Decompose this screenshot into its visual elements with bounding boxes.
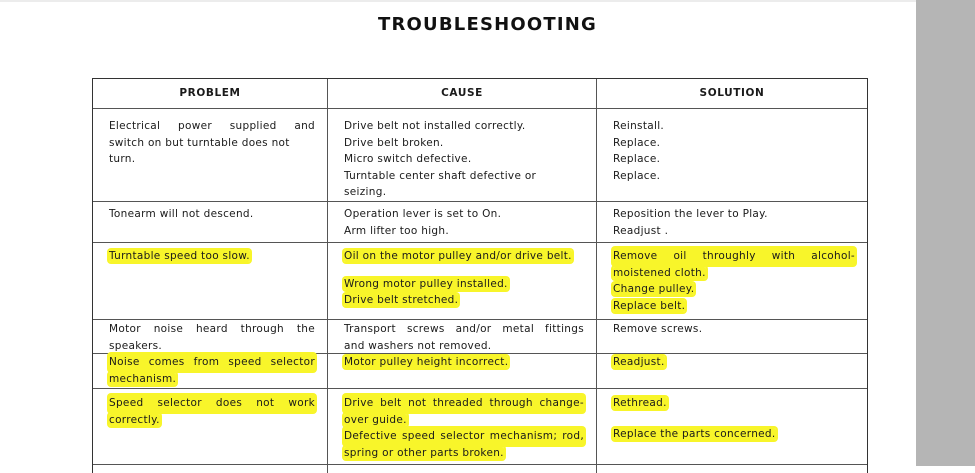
cause-cell [328,354,597,388]
solution-text: Reposition the lever to Play. [613,208,768,220]
table-row [93,202,867,243]
cause-text: Operation lever is set to On. [344,208,502,220]
solution-text: Replace. [613,169,661,182]
cause-text: Oil on the motor pulley and/or drive belt. [344,250,572,262]
problem-cell [93,109,328,201]
cause-cell [328,202,597,242]
table-header-row [93,79,867,109]
problem-text: Motor noise heard through the [109,323,315,335]
cause-text: Defective speed selector mechanism; rod, [344,428,584,445]
cause-text: over guide. [344,413,407,426]
solution-cell [597,243,867,319]
problem-text: mechanism. [109,372,177,385]
solution-cell [597,109,867,201]
cause-cell [328,243,597,319]
problem-text: correctly. [109,413,160,426]
cause-text: Drive belt not threaded through change- [344,395,584,412]
cause-text: Drive belt broken. [344,136,444,149]
solution-text: Replace the parts concerned. [613,427,776,440]
problem-cell [93,320,328,353]
solution-text: Remove oil throughly with alcohol- [613,248,855,265]
table-row-highlighted [93,354,867,389]
solution-text: Replace. [613,153,661,165]
cause-text: Micro switch defective. [344,153,472,165]
solution-text: Readjust . [613,224,669,237]
problem-cell [93,389,328,464]
column-header-problem: PROBLEM [93,79,328,108]
solution-text: moistened cloth. [613,266,706,279]
problem-text: Turntable speed too slow. [109,250,250,262]
cause-text: Turntable center shaft defective or [344,169,537,182]
cause-text: and washers not removed. [344,339,492,352]
viewer-side-panel [916,0,975,466]
table-row-highlighted [93,243,867,320]
cause-cell [328,109,597,201]
solution-text: Replace belt. [613,299,686,312]
column-header-solution: SOLUTION [699,87,765,99]
problem-text: Speed selector does not work [109,395,315,412]
problem-cell [93,243,328,319]
cause-text: Arm lifter too high. [344,224,449,237]
solution-cell [597,320,867,353]
problem-text: switch on but turntable does not [109,136,290,149]
solution-text: Reinstall. [613,120,665,132]
page-top-edge [0,0,916,2]
troubleshooting-table [92,78,868,473]
problem-cell [93,465,328,473]
table-row-partial [93,465,867,473]
cause-cell [328,389,597,464]
solution-text: Rethread. [613,397,667,409]
cause-text: Motor pulley height incorrect. [344,356,509,368]
cause-text: spring or other parts broken. [344,446,504,459]
cause-cell [328,320,597,353]
table-row [93,320,867,354]
table-row [93,109,867,202]
problem-text: Tonearm will not descend. [109,208,254,220]
solution-text: Readjust. [613,356,665,368]
solution-text: Change pulley. [613,283,695,295]
column-header-cause: CAUSE [328,79,597,108]
solution-text: Remove screws. [613,323,703,335]
problem-text: turn. [109,153,136,165]
cause-text: Drive belt not installed correctly. [344,120,526,132]
cause-text: seizing. [344,186,387,198]
cause-text: Drive belt stretched. [344,294,459,306]
solution-cell [597,389,867,464]
problem-text: speakers. [109,339,163,352]
solution-cell [597,465,867,473]
problem-text: Electrical power supplied and [109,120,315,132]
problem-text: Noise comes from speed selector [109,354,315,371]
cause-cell [328,465,597,473]
page-title: TROUBLESHOOTING [378,14,597,35]
solution-text: Replace. [613,136,661,149]
cause-text: Transport screws and/or metal fittings [344,323,584,335]
cause-text: Wrong motor pulley installed. [344,277,508,290]
solution-cell [597,354,867,388]
problem-cell [93,354,328,388]
table-row-highlighted [93,389,867,465]
problem-cell [93,202,328,242]
solution-cell [597,202,867,242]
